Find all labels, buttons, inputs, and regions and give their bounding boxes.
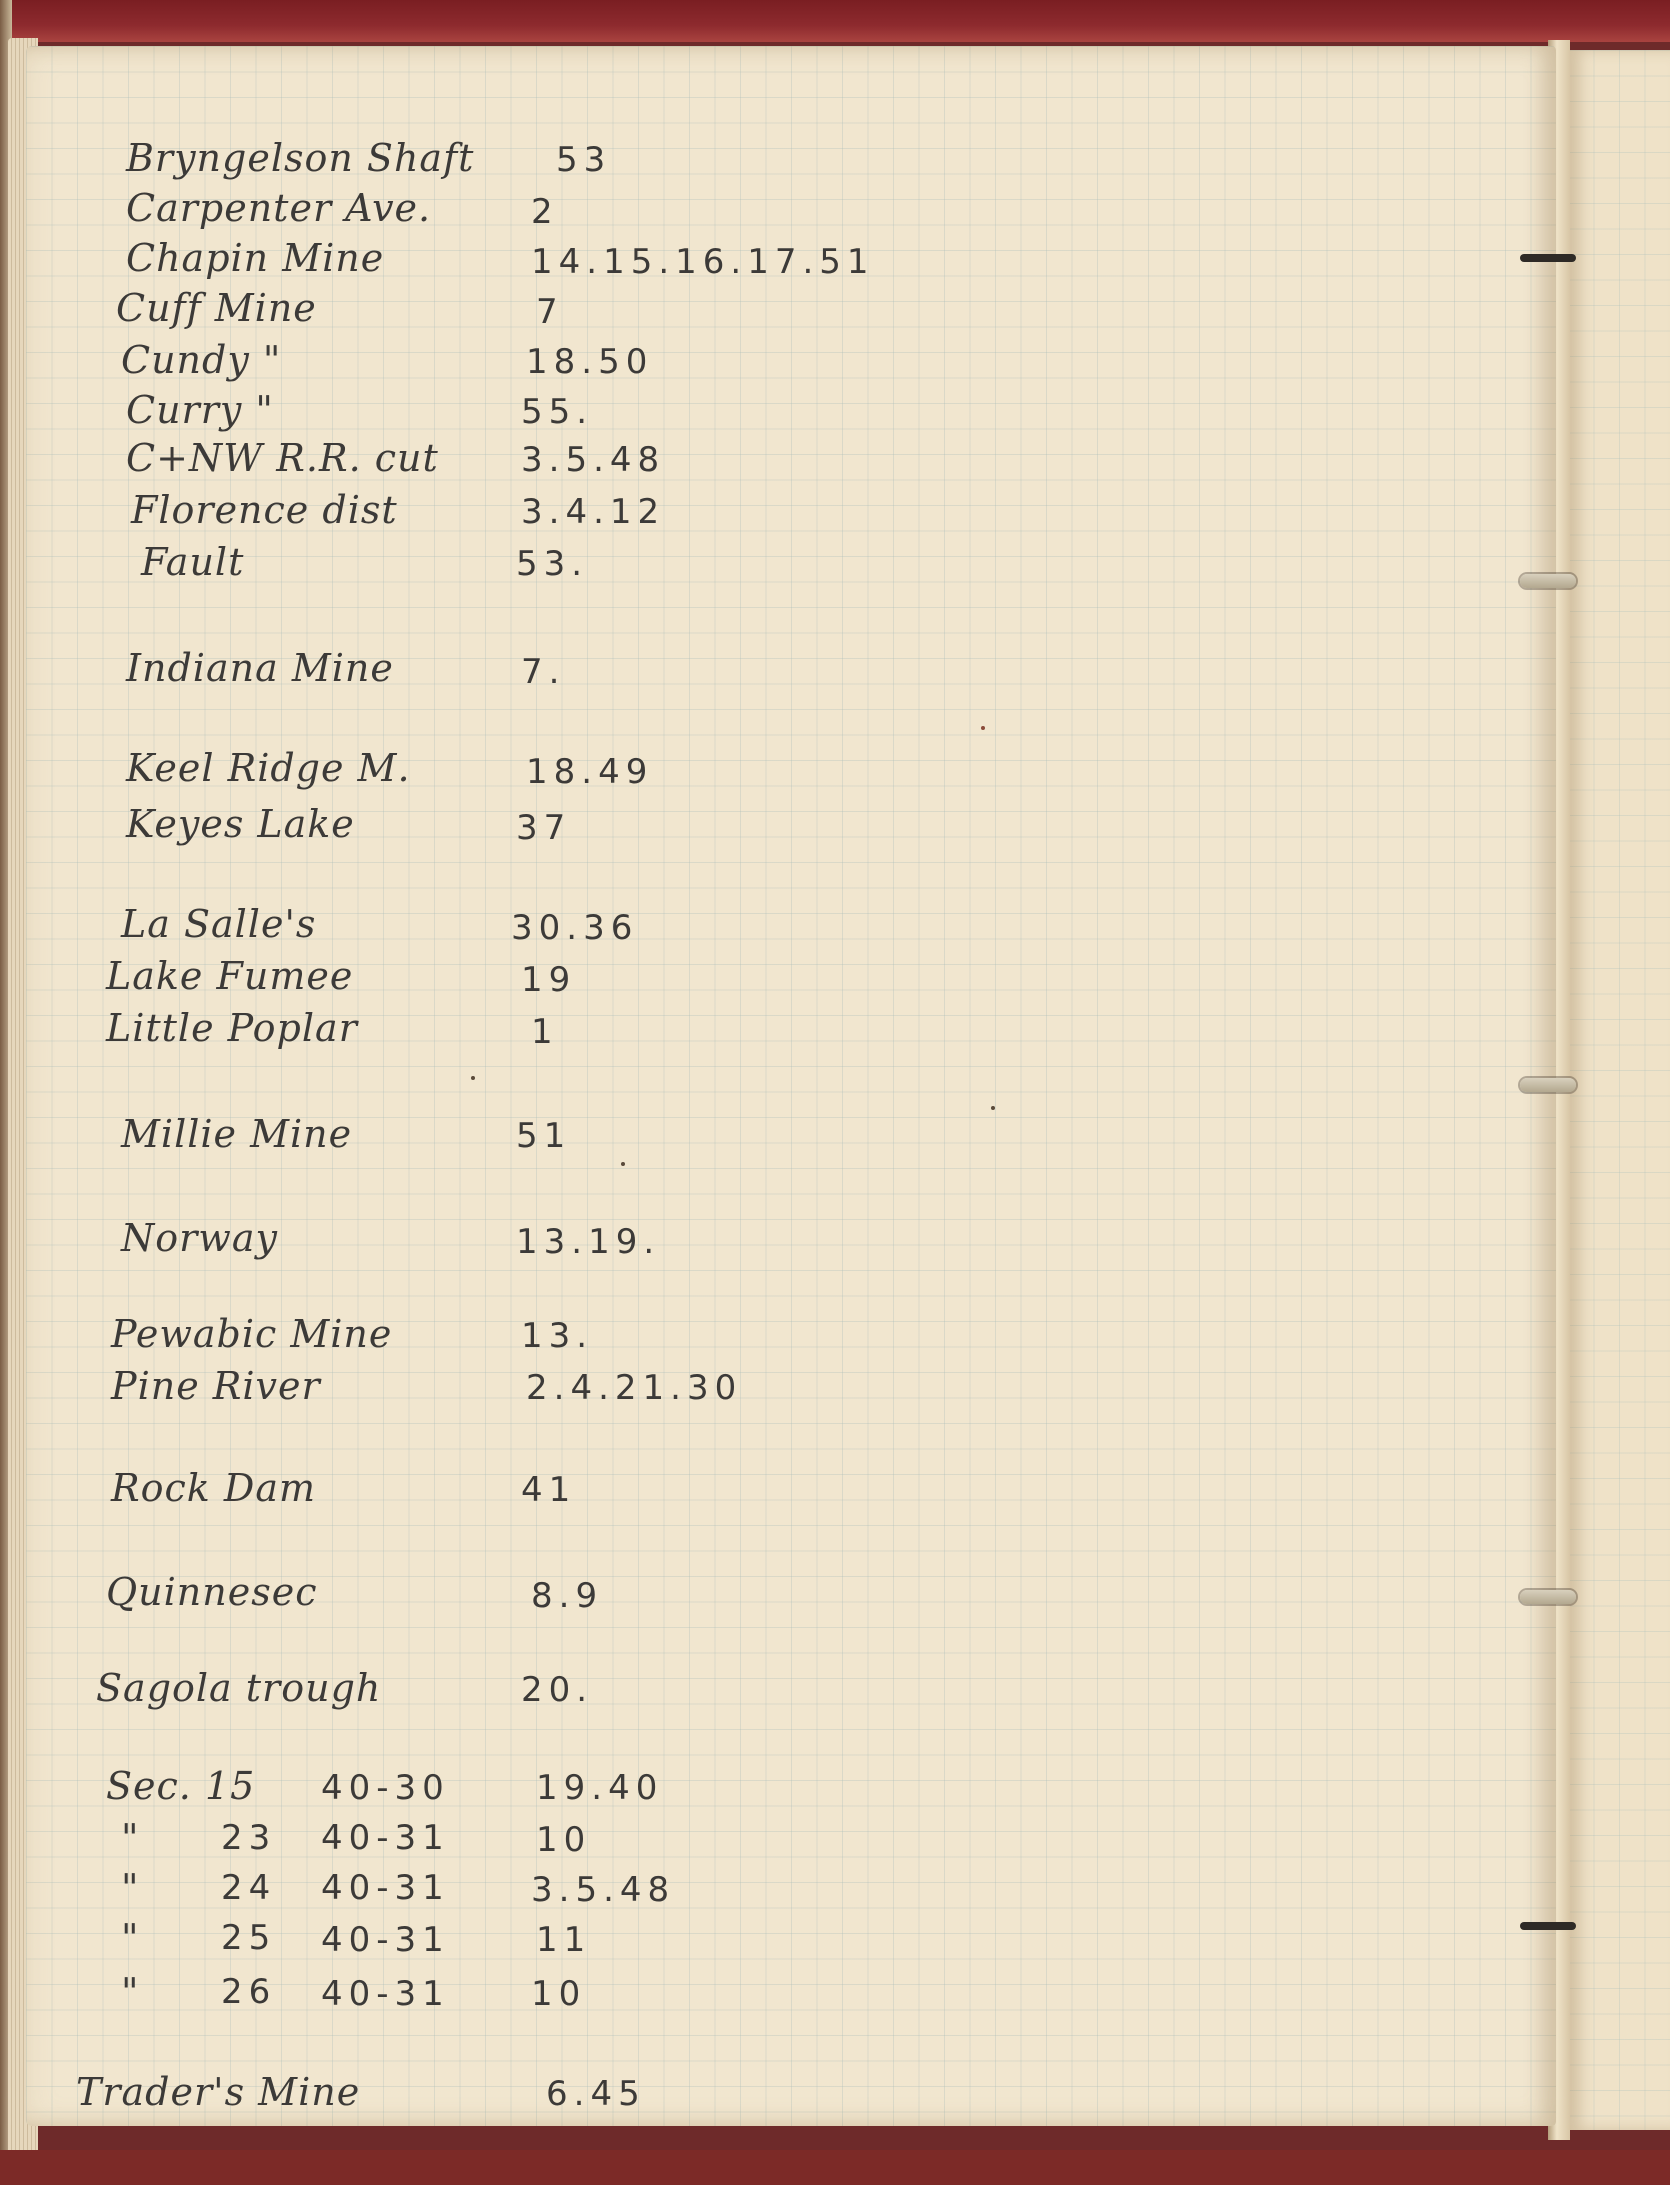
entry-pages: 10 — [531, 1974, 587, 2014]
entry-pages: 41 — [521, 1470, 577, 1510]
entry-place: Cundy " — [121, 338, 282, 382]
entry-place: Fault — [141, 540, 245, 584]
entry-township: 40-31 — [321, 1868, 450, 1908]
entry-township: 40-31 — [321, 1920, 450, 1960]
binding-stitch — [1520, 1922, 1576, 1930]
entry-place: Cuff Mine — [116, 286, 317, 330]
entry-place: Pine River — [111, 1364, 321, 1408]
entry-section: 23 — [221, 1818, 277, 1858]
ink-speck — [471, 1076, 475, 1080]
entry-place: Curry " — [126, 388, 274, 432]
binding-stitch — [1520, 574, 1576, 588]
entry-pages: 13.19. — [516, 1222, 661, 1262]
facing-page — [1568, 50, 1670, 2130]
ink-speck — [981, 726, 985, 730]
entry-pages: 18.49 — [526, 752, 654, 792]
entry-ditto: " — [121, 1866, 140, 1910]
entry-ditto: " — [121, 1916, 140, 1960]
entry-pages: 14.15.16.17.51 — [531, 242, 875, 282]
entry-place: Keyes Lake — [126, 802, 355, 846]
entry-place: La Salle's — [121, 902, 317, 946]
entry-pages: 51 — [516, 1116, 572, 1156]
entry-pages: 8.9 — [531, 1576, 604, 1616]
entry-place: Florence dist — [131, 488, 398, 532]
entry-place: Rock Dam — [111, 1466, 317, 1510]
entry-pages: 20. — [521, 1670, 594, 1710]
ink-speck — [621, 1162, 625, 1166]
entry-pages: 7 — [536, 292, 564, 332]
entry-pages: 55. — [521, 392, 594, 432]
entry-section: 24 — [221, 1868, 277, 1908]
entry-section: 25 — [221, 1918, 277, 1958]
entry-pages: 30.36 — [511, 908, 639, 948]
entry-place: Bryngelson Shaft — [126, 136, 475, 180]
entry-place: Sagola trough — [96, 1666, 382, 1710]
notebook-cover-bottom — [0, 2150, 1670, 2185]
entry-place: Norway — [121, 1216, 278, 1260]
ink-speck — [991, 1106, 995, 1110]
entry-ditto: " — [121, 1970, 140, 2014]
entry-pages: 3.5.48 — [531, 1870, 676, 1910]
entry-pages: 11 — [536, 1920, 592, 1960]
entry-pages: 2 — [531, 192, 559, 232]
entry-place: Keel Ridge M. — [126, 746, 411, 790]
entry-pages: 19 — [521, 960, 577, 1000]
entry-township: 40-30 — [321, 1768, 450, 1808]
entry-pages: 53. — [516, 544, 589, 584]
entry-pages: 2.4.21.30 — [526, 1368, 743, 1408]
entry-pages: 10 — [536, 1820, 592, 1860]
entry-place: Chapin Mine — [126, 236, 385, 280]
binding-stitch — [1520, 1590, 1576, 1604]
entry-pages: 18.50 — [526, 342, 654, 382]
entry-ditto: " — [121, 1816, 140, 1860]
entry-pages: 3.4.12 — [521, 492, 666, 532]
entry-place: Lake Fumee — [106, 954, 354, 998]
binding-stitch — [1520, 254, 1576, 262]
entry-pages: 19.40 — [536, 1768, 664, 1808]
notebook-page — [26, 46, 1556, 2126]
entry-section: 26 — [221, 1972, 277, 2012]
entry-place: Indiana Mine — [126, 646, 394, 690]
entry-place: Pewabic Mine — [111, 1312, 393, 1356]
entry-place: Quinnesec — [106, 1570, 318, 1614]
entry-pages: 1 — [531, 1012, 559, 1052]
entry-place: Sec. 15 — [106, 1764, 256, 1808]
entry-township: 40-31 — [321, 1818, 450, 1858]
binding-stitch — [1520, 1078, 1576, 1092]
entry-place: Trader's Mine — [76, 2070, 361, 2114]
entry-pages: 13. — [521, 1316, 594, 1356]
entry-pages: 37 — [516, 808, 572, 848]
entry-pages: 53 — [556, 140, 612, 180]
entry-place: C+NW R.R. cut — [126, 436, 439, 480]
entry-township: 40-31 — [321, 1974, 450, 2014]
entry-pages: 3.5.48 — [521, 440, 666, 480]
notebook-cover-top — [0, 0, 1670, 42]
entry-place: Carpenter Ave. — [126, 186, 432, 230]
entry-pages: 7. — [521, 652, 566, 692]
entry-place: Millie Mine — [121, 1112, 353, 1156]
entry-pages: 6.45 — [546, 2074, 646, 2114]
entry-place: Little Poplar — [106, 1006, 358, 1050]
